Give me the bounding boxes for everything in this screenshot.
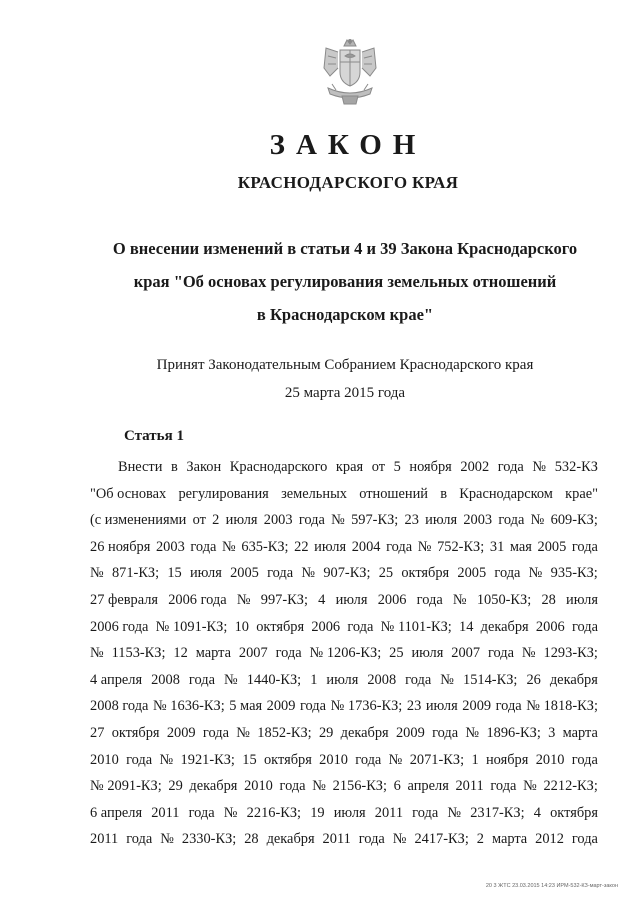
article-word: отношений [359,485,428,502]
article-word: 2009 [166,724,196,741]
article-word: № [523,778,537,795]
article-word: года [571,831,598,848]
article-word: 25 [378,565,394,582]
article-word: 2008 [151,671,180,688]
article-word: октября [550,804,598,821]
article-line [90,826,598,853]
article-word: июля [326,671,359,688]
article-word: ноября [485,751,529,768]
article-word: 2011 [90,831,119,848]
adoption-date: 25 марта 2015 года [284,385,406,401]
adoption-body: Принят Законодательным Собранием Краснодарского края [156,357,534,373]
article-word: 1 [310,671,318,688]
article-word: № 1636-КЗ; [152,698,225,715]
article-word: 5 [393,459,401,475]
article-word: года [347,618,374,635]
article-word: 2009 [266,698,296,715]
article-word: года [126,751,153,768]
article-word: № [159,751,174,768]
article-word: 14 [459,618,474,635]
article-word: в [440,485,448,502]
article-word: октября [401,565,450,582]
article-line [90,560,598,587]
article-word: 2012 [535,831,564,848]
article-word: 752-КЗ; [437,538,485,555]
article-line [90,614,598,641]
article-word: июля [333,804,366,821]
article-word: № [160,831,174,848]
article-word: 935-КЗ; [550,565,598,582]
article-word: 2071-КЗ; [409,751,465,768]
article-line [90,693,598,720]
article-word: июля [314,538,347,555]
article-word: года [432,724,459,741]
article-word: 15 [242,751,257,768]
article-word: года [571,538,598,555]
article-word: 1440-КЗ; [246,671,302,688]
document-stamp: 20 3 ЖТС 23.03.2015 14:23 ИРМ-532-КЗ-март-закон [485,883,618,889]
article-word: декабря [189,778,238,795]
article-word: октября [111,724,160,741]
article-word: июля [335,591,368,608]
article-word: октября [256,618,305,635]
article-word: 23 [404,512,419,529]
region-name: КРАСНОДАРСКОГО КРАЯ [237,173,459,192]
article-word: крае" [565,485,598,502]
article-word: года [412,804,439,821]
article-word: № [528,565,543,582]
article-word: 2007 [451,645,481,662]
article-word: года [126,831,153,848]
article-word: июля [225,512,258,529]
article-word: 15 [167,565,182,582]
article-word: 2156-КЗ; [332,778,388,795]
article-word: года [497,459,524,475]
article-word: № [465,724,480,741]
article-word: 2005 [537,538,567,555]
article-word: 23 [406,698,422,715]
article-word: от [371,459,386,475]
article-word: 2009 [462,698,492,715]
krasnodar-coat-of-arms-icon [318,38,382,108]
article-word: 1293-КЗ; [543,645,598,662]
article-word: 1050-КЗ; [476,591,532,608]
article-word: 2216-КЗ; [246,804,302,821]
article-word: 2011 [455,778,484,795]
article-word: года [267,565,294,582]
article-word: года [416,591,443,608]
article-word: марта [491,831,528,848]
article-word: 2010 [244,778,273,795]
article-word: № 1736-КЗ; [330,698,403,715]
article-word: 2317-КЗ; [470,804,525,821]
adoption-info [95,351,595,407]
article-word: 2005 [230,565,259,582]
article-line [90,640,598,667]
article-word: года [275,645,302,662]
article-word: № [392,831,407,848]
article-word: 532-КЗ [554,459,598,475]
article-word: 3 [548,724,556,741]
article-word: 25 [389,645,404,662]
article-word: 10 [234,618,249,635]
article-line [90,720,598,747]
article-word: 2003 [263,512,293,529]
article-word: 1 [471,751,479,768]
article-line [90,454,598,481]
article-body [90,454,598,853]
article-word: Краснодарского [229,459,328,475]
article-word: года [495,698,522,715]
article-word: года [405,671,432,688]
article-word: 2006 года [90,618,149,635]
article-word: 29 [168,778,183,795]
article-word: № [224,671,238,688]
article-word: № [90,645,104,662]
article-line [90,667,598,694]
article-word: года [190,538,217,555]
article-word: 2003 [155,538,185,555]
article-word: марта [195,645,231,662]
article-word: № [331,512,345,529]
law-title: ЗАКОН [269,129,427,161]
article-word: года [494,565,521,582]
article-word: № [301,565,316,582]
article-word: года [571,618,598,635]
subject-line: в Краснодарском крае" [256,305,434,324]
article-word: 27 [90,724,105,741]
article-word: года [386,538,413,555]
article-word: 871-КЗ; [111,565,160,582]
article-word: 2006 [535,618,565,635]
article-line [90,800,598,827]
article-word: года [299,698,327,715]
article-word: июля [425,512,458,529]
article-word: мая [509,538,532,555]
article-word: 2008 [367,671,397,688]
article-word: края [335,459,364,475]
article-word: 4 [318,591,326,608]
article-heading: Статья 1 [124,428,184,444]
article-word: 2 [476,831,484,848]
article-word: 1896-КЗ; [486,724,541,741]
article-line [90,507,598,534]
article-word: 4 апреля [90,671,143,688]
article-word: № [440,671,454,688]
article-word: года [188,671,215,688]
article-word: апреля [407,778,449,795]
article-line [90,747,598,774]
article-word: 2010 [535,751,565,768]
article-word: 28 [541,591,556,608]
article-word: 26 ноября [90,538,151,555]
article-word: года [355,751,382,768]
article-word: Внести [118,459,163,475]
article-word: (с изменениями [90,512,187,529]
article-word: № [222,538,236,555]
article-word: июля [566,591,598,608]
article-word: 2006 [377,591,407,608]
article-word: 12 [173,645,188,662]
article-word: 2011 [322,831,351,848]
article-word: 2010 [90,751,119,768]
article-word: № [312,778,326,795]
article-word: № [452,591,467,608]
article-word: июля [411,645,444,662]
article-word: 635-КЗ; [241,538,289,555]
article-word: № 1818-КЗ; [526,698,598,715]
article-word: 6 [393,778,401,795]
article-word: года [571,751,598,768]
article-word: ноября [409,459,452,475]
article-word: 2009 [395,724,425,741]
article-word: № [532,459,547,475]
article-word: декабря [340,724,389,741]
article-word: "Об основах [90,485,167,502]
article-word: 597-КЗ; [351,512,399,529]
article-word: № [417,538,432,555]
article-word: № [236,591,251,608]
article-word: № 2091-КЗ; [90,778,162,795]
article-word: года [487,645,514,662]
article-word: года [188,804,215,821]
article-word: декабря [549,671,598,688]
article-word: 2002 [460,459,490,475]
article-word: 2212-КЗ; [543,778,598,795]
article-word: года [298,512,325,529]
article-word: 6 апреля [90,804,143,821]
article-word: 1852-КЗ; [257,724,312,741]
article-word: 2008 года [90,698,149,715]
subject-line: края "Об основах регулирования земельных отношений [133,272,557,291]
article-word: регулирования [178,485,269,502]
article-word: июля [189,565,222,582]
subject-line: О внесении изменений в статьи 4 и 39 Закона Краснодарского [112,239,578,258]
article-word: 2011 [374,804,404,821]
law-subject [95,232,595,331]
article-word: № [236,724,250,741]
article-word: 2417-КЗ; [414,831,469,848]
article-word: земельных [281,485,347,502]
article-word: 1153-КЗ; [111,645,166,662]
article-word: 2011 [151,804,180,821]
article-word: 2 [212,512,220,529]
article-word: 2330-КЗ; [181,831,237,848]
article-word: 2006 [311,618,341,635]
article-word: Краснодарском [459,485,553,502]
article-word: 2010 [319,751,348,768]
article-word: марта [562,724,598,741]
article-word: № 1101-КЗ; [380,618,452,635]
article-line [90,773,598,800]
article-word: 609-КЗ; [550,512,598,529]
article-word: № 1091-КЗ; [155,618,228,635]
article-word: № [388,751,403,768]
article-word: 26 [526,671,541,688]
article-word: № 1206-КЗ; [309,645,382,662]
article-word: 19 [310,804,325,821]
article-word: 5 мая [229,698,263,715]
article-word: года [498,512,525,529]
article-word: Закон [186,459,222,475]
article-word: октября [263,751,312,768]
article-word: декабря [480,618,529,635]
article-word: 997-КЗ; [260,591,308,608]
article-word: 27 февраля [90,591,159,608]
article-word: декабря [266,831,315,848]
article-word: 28 [244,831,259,848]
article-word: 1921-КЗ; [180,751,235,768]
article-word: 2007 [238,645,268,662]
article-word: 907-КЗ; [323,565,371,582]
article-word: от [192,512,206,529]
article-word: 2004 [351,538,381,555]
article-word: года [279,778,306,795]
article-line [90,587,598,614]
article-word: 22 [294,538,309,555]
article-word: № [530,512,545,529]
article-line [90,481,598,508]
article-word: июля [425,698,458,715]
article-word: 2003 [463,512,493,529]
article-word: года [358,831,385,848]
article-word: 4 [533,804,541,821]
article-word: 1514-КЗ; [463,671,518,688]
article-word: № [90,565,104,582]
article-word: № [223,804,238,821]
article-word: № [521,645,536,662]
article-word: 2006 года [168,591,227,608]
article-word: года [202,724,229,741]
article-word: № [447,804,462,821]
article-word: 29 [318,724,334,741]
article-word: года [490,778,517,795]
article-word: 31 [489,538,505,555]
article-word: в [171,459,178,475]
scan-mark [578,6,620,12]
article-word: 2005 [457,565,487,582]
article-line [90,534,598,561]
